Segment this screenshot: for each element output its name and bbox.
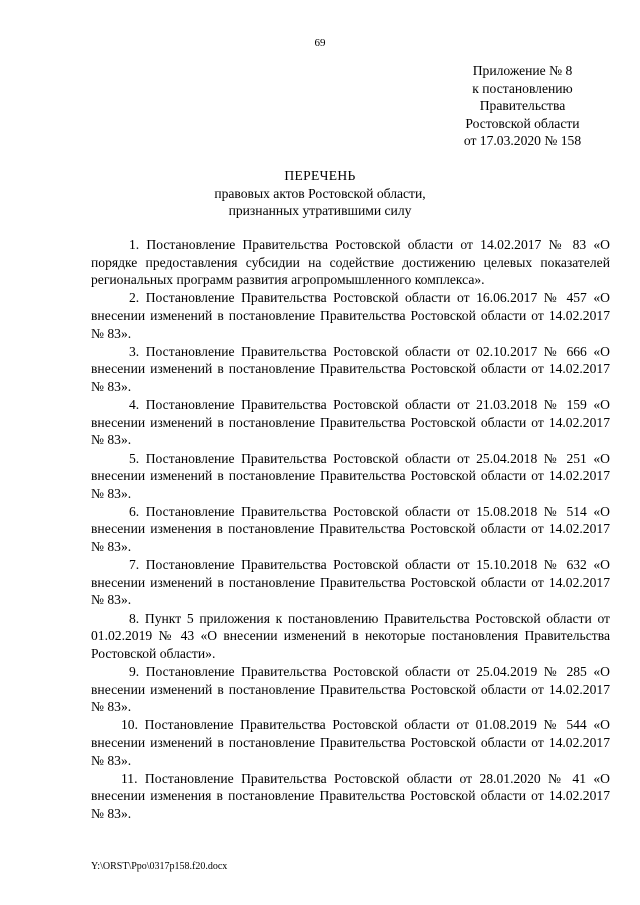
appendix-block [440,62,605,150]
appendix-line: Приложение № 8 [472,63,573,78]
list-item: 3. Постановление Правительства Ростовской области от 02.10.2017 № 666 «О внесении изменений в постановление Правительства Ростовской области от 14.02.2017 № 83». [91,343,610,394]
list-item: 6. Постановление Правительства Ростовской области от 15.08.2018 № 514 «О внесении изменения в постановление Правительства Ростовской области от 14.02.2017 № 83». [91,503,610,555]
list-item: 7. Постановление Правительства Ростовской области от 15.10.2018 № 632 «О внесении изменений в постановление Правительства Ростовской области от 14.02.2017 № 83». [91,557,610,608]
appendix-line: от 17.03.2020 № 158 [463,133,582,148]
list-item: 2. Постановление Правительства Ростовской области от 16.06.2017 № 457 «О внесении изменений в постановление Правительства Ростовской области от 14.02.2017 № 83». [91,290,610,341]
page-number: 69 [314,37,326,49]
list-item: 8. Пункт 5 приложения к постановлению Правительства Ростовской области от 01.02.2019 № 43 «О внесении изменений в некоторые постановления Правительства Ростовской области». [91,610,610,661]
list-item: 11. Постановление Правительства Ростовской области от 28.01.2020 № 41 «О внесении изменения в постановление Правительства Ростовской области от 14.02.2017 № 83». [91,770,610,821]
acts-list [91,236,610,823]
document-subtitle: правовых актов Ростовской области, [214,185,426,201]
list-item: 9. Постановление Правительства Ростовской области от 25.04.2019 № 285 «О внесении изменений в постановление Правительства Ростовской области от 14.02.2017 № 83». [91,664,610,715]
appendix-line: Ростовской области [465,115,580,131]
file-path-footer: Y:\ORST\Ppo\0317p158.f20.docx [91,861,228,872]
document-title: ПЕРЕЧЕНЬ [284,168,356,183]
document-heading [0,167,640,220]
appendix-line: к постановлению [472,80,573,96]
list-item: 4. Постановление Правительства Ростовской области от 21.03.2018 № 159 «О внесении изменений в постановление Правительства Ростовской области от 14.02.2017 № 83». [91,397,610,448]
list-item: 1. Постановление Правительства Ростовской области от 14.02.2017 № 83 «О порядке предоставления субсидии на содействие достижению целевых показателей региональных программ развития агропромышленного комплекса». [91,237,610,288]
appendix-line: Правительства [479,98,566,113]
list-item: 10. Постановление Правительства Ростовской области от 01.08.2019 № 544 «О внесении изменений в постановление Правительства Ростовской области от 14.02.2017 № 83». [91,717,610,768]
document-subtitle: признанных утратившими силу [228,203,412,218]
list-item: 5. Постановление Правительства Ростовской области от 25.04.2018 № 251 «О внесении изменений в постановление Правительства Ростовской области от 14.02.2017 № 83». [91,450,610,501]
